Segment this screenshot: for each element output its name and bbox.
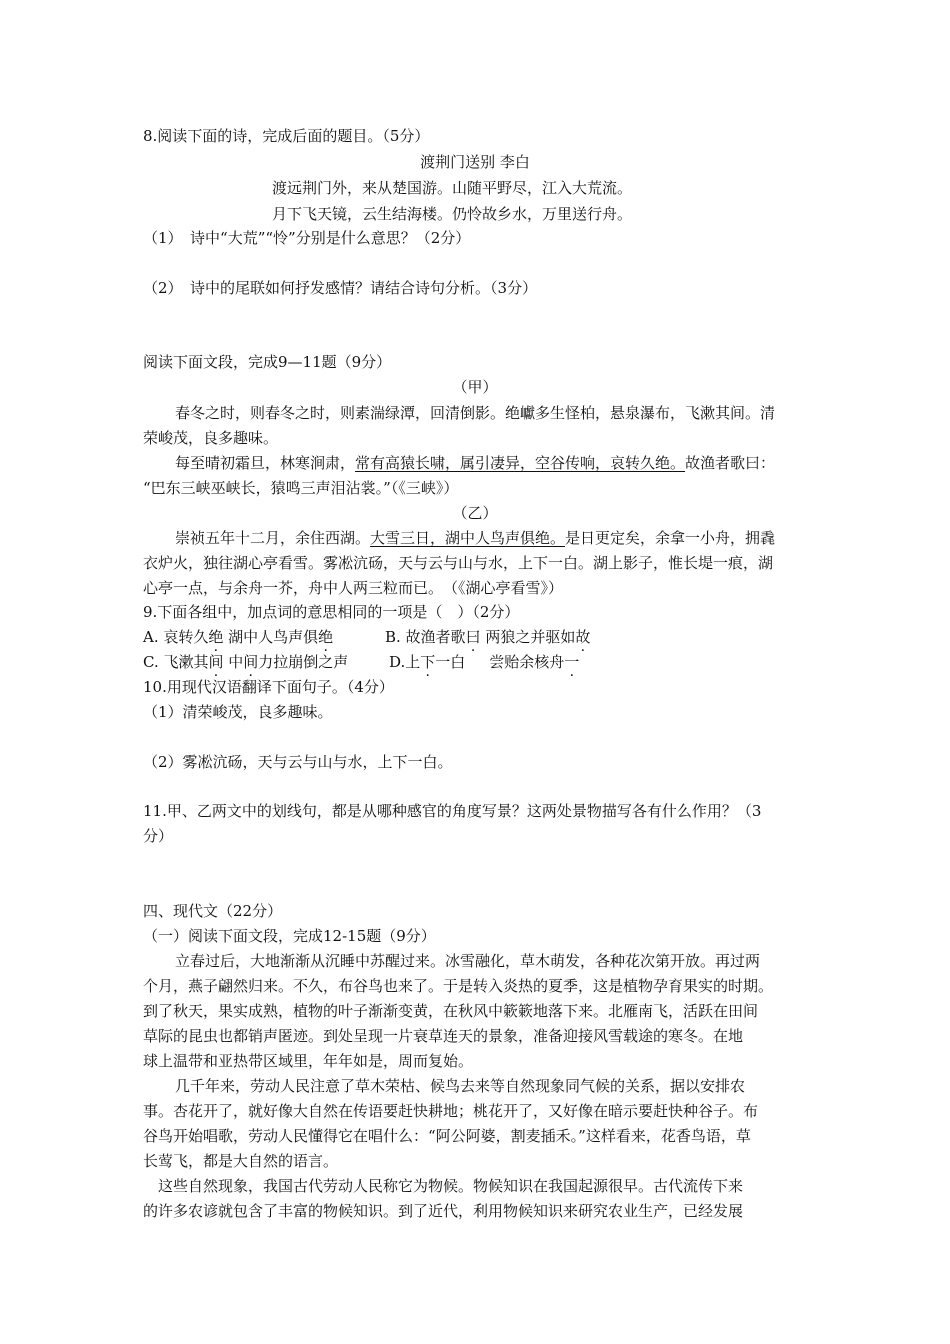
section-title: 四、现代文（22分） — [143, 902, 283, 920]
q11-text: 11.甲、乙两文中的划线句，都是从哪种感官的角度写景？这两处景物描写各有什么作用？（3 — [143, 802, 762, 820]
poem-line: 渡远荆门外，来从楚国游。山随平野尽，江入大荒流。 — [272, 179, 633, 197]
passage-text: 心亭一点，与余舟一芥，舟中人两三粒而已。 （《湖心亭看雪》） — [143, 579, 564, 597]
underlined-sentence: 大雪三日，湖中人鸟声俱绝。 — [370, 529, 566, 547]
passage-text: 草际的昆虫也都销声匿迹。到处呈现一片衰草连天的景象，准备迎接风雪载途的寒冬。在地 — [143, 1027, 744, 1045]
passage-text-plain: 故渔者歌曰： — [685, 454, 776, 472]
passage-text: 这些自然现象，我国古代劳动人民称它为物候。物候知识在我国起源很早。古代流传下来 — [158, 1177, 744, 1195]
passage-text: 长莺飞，都是大自然的语言。 — [143, 1152, 339, 1170]
q8-sub-question-2: （2） 诗中的尾联如何抒发感情？请结合诗句分析。（3分） — [143, 279, 538, 297]
section-subtitle: （一）阅读下面文段，完成12-15题（9分） — [143, 927, 436, 945]
underlined-sentence: 常有高猿长啸，属引凄异，空谷传响，哀转久绝。 — [355, 454, 686, 472]
q10-sentence-1: （1）清荣峻茂，良多趣味。 — [143, 703, 333, 721]
passage-text: 到了秋天，果实成熟，植物的叶子渐渐变黄，在秋风中簌簌地落下来。北雁南飞，活跃在田间 — [143, 1002, 759, 1020]
option-text: 尝贻余核舟 — [489, 653, 565, 671]
dotted-char: 故 — [575, 628, 591, 646]
option-text: D.上 — [389, 653, 421, 671]
passage-text: 几千年来，劳动人民注意了草木荣枯、候鸟去来等自然现象同气候的关系，据以安排农 — [175, 1077, 746, 1095]
dotted-char: 绝 — [318, 628, 334, 646]
option-text: 中 — [223, 653, 244, 671]
passage-text: 衣炉火，独往湖心亭看雪。雾凇沆砀，天与云与山与水，上下一白。湖上影子，惟长堤一痕，湖 — [143, 554, 774, 572]
poem-line: 月下飞天镜，云生结海楼。仍怜故乡水，万里送行舟。 — [272, 205, 633, 223]
q8-title: 8.阅读下面的诗，完成后面的题目。（5分） — [143, 127, 430, 145]
option-b — [385, 627, 590, 647]
passage-text: 谷鸟开始唱歌，劳动人民懂得它在唱什么：“阿公阿婆，割麦插禾。”这样看来，花香鸟语，草 — [143, 1127, 751, 1145]
q10-sentence-2: （2）雾凇沆砀，天与云与山与水，上下一白。 — [143, 753, 453, 771]
passage-text: 春冬之时，则春冬之时，则素湍绿潭，回清倒影。绝巘多生怪柏，悬泉瀑布，飞漱其间。清 — [175, 404, 776, 422]
option-text: B. 故渔者歌 — [385, 628, 466, 646]
passage-label-yi: （乙） — [452, 504, 498, 522]
passage-text: 事。杏花开了，就好像大自然在传语要赶快耕地；桃花开了，又好像在暗示要赶快种谷子。布 — [143, 1102, 759, 1120]
option-c — [143, 652, 348, 672]
passage-text: 个月，燕子翩然归来。不久，布谷鸟也来了。于是转入炎热的夏季，这是植物孕育果实的时期。 — [143, 977, 774, 995]
passage-text: 荣峻茂，良多趣味。 — [143, 429, 279, 447]
passage-label-jia: （甲） — [452, 378, 498, 396]
option-text: 一白 — [435, 653, 466, 671]
dotted-char: 一 — [564, 653, 580, 671]
option-d — [389, 652, 579, 672]
q9-title: 9.下面各组中，加点词的意思相同的一项是（ ）（2分） — [143, 603, 520, 621]
dotted-char: 下 — [420, 653, 436, 671]
option-a — [143, 627, 333, 647]
option-text: 湖中人鸟声俱 — [223, 628, 319, 646]
passage-text: “巴东三峡巫峡长，猿鸣三声泪沾裳。”（《三峡》） — [143, 479, 459, 497]
dotted-char: 绝 — [208, 628, 224, 646]
passage-text: 球上温带和亚热带区域里，年年如是，周而复始。 — [143, 1052, 474, 1070]
passage-text-plain: 是日更定矣，余拿一小舟，拥毳 — [565, 529, 776, 547]
passage-text — [175, 453, 775, 473]
option-text: 力拉崩倒之声 — [258, 653, 349, 671]
poem-title: 渡荆门送别 李白 — [420, 153, 530, 171]
passage-text: 的许多农谚就包含了丰富的物候知识。到了近代，利用物候知识来研究农业生产，已经发展 — [143, 1202, 744, 1220]
dotted-char: 间 — [208, 653, 224, 671]
option-text: A. 哀转久 — [143, 628, 209, 646]
option-text: 两狼之并驱如 — [480, 628, 576, 646]
passage-text-plain: 每至晴初霜旦，林寒涧肃， — [175, 454, 356, 472]
passage-intro: 阅读下面文段，完成9—11题（9分） — [143, 353, 392, 371]
passage-text-plain: 崇祯五年十二月，余住西湖。 — [175, 529, 371, 547]
q10-title: 10.用现代汉语翻译下面句子。（4分） — [143, 678, 394, 696]
option-text: C. 飞漱其 — [143, 653, 209, 671]
passage-text — [175, 528, 775, 548]
q8-sub-question-1: （1） 诗中“大荒”“怜”分别是什么意思？（2分） — [143, 229, 471, 247]
passage-text: 立春过后，大地渐渐从沉睡中苏醒过来。冰雪融化，草木萌发，各种花次第开放。再过两 — [175, 952, 761, 970]
dotted-char: 曰 — [465, 628, 481, 646]
q11-text: 分） — [143, 827, 174, 845]
dotted-char: 间 — [243, 653, 259, 671]
